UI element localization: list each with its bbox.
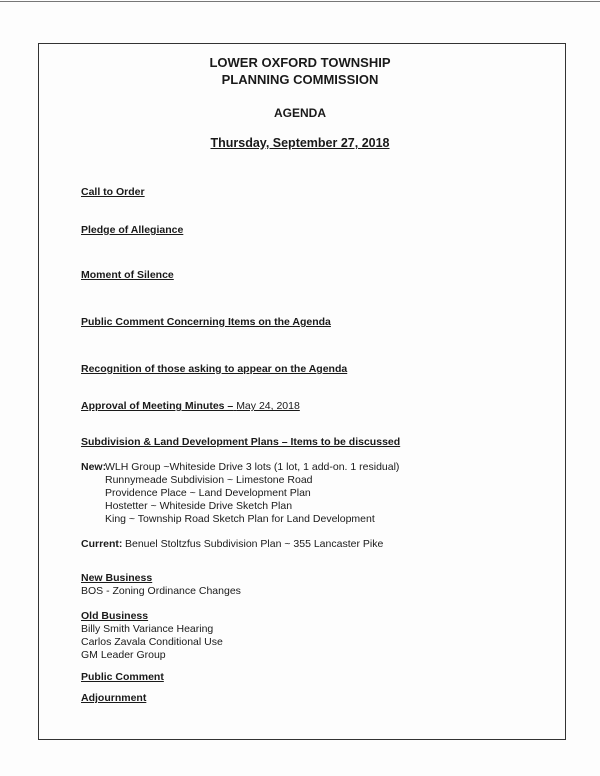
commission-title: PLANNING COMMISSION [221, 72, 379, 87]
new-plan-line: WLH Group ~Whiteside Drive 3 lots (1 lot, 1 add-on. 1 residual) [105, 461, 400, 473]
minutes-approval [81, 400, 300, 412]
old-business-item: GM Leader Group [81, 649, 166, 661]
new-plan-line: Runnymeade Subdivision ~ Limestone Road [105, 474, 313, 486]
minutes-date: May 24, 2018 [236, 400, 300, 412]
new-plan-line: Providence Place ~ Land Development Plan [105, 487, 311, 499]
agenda-title: AGENDA [273, 106, 326, 120]
old-business-heading: Old Business [81, 610, 149, 622]
new-plan-line: King ~ Township Road Sketch Plan for Land Development [105, 513, 375, 525]
township-title: LOWER OXFORD TOWNSHIP [209, 55, 391, 70]
new-plans-label: New: [81, 461, 107, 473]
moment-of-silence: Moment of Silence [81, 269, 174, 281]
new-plan-line: Hostetter ~ Whiteside Drive Sketch Plan [105, 500, 293, 512]
call-to-order: Call to Order [81, 186, 145, 198]
recognition-item: Recognition of those asking to appear on the Agenda [81, 363, 348, 375]
subdivision-heading: Subdivision & Land Development Plans – Items to be discussed [81, 436, 401, 448]
old-business-item: Carlos Zavala Conditional Use [81, 636, 223, 648]
new-business-item: BOS - Zoning Ordinance Changes [81, 585, 241, 597]
old-business-item: Billy Smith Variance Hearing [81, 623, 214, 635]
minutes-heading: Approval of Meeting Minutes – [81, 400, 234, 412]
top-rule [0, 1, 600, 2]
pledge-of-allegiance: Pledge of Allegiance [81, 224, 184, 236]
public-comment-agenda: Public Comment Concerning Items on the Agenda [81, 316, 331, 328]
current-plans-label: Current: [81, 538, 123, 550]
public-comment: Public Comment [81, 671, 164, 683]
current-plan-line: Benuel Stoltzfus Subdivision Plan ~ 355 Lancaster Pike [125, 538, 384, 550]
new-business-heading: New Business [81, 572, 153, 584]
meeting-date: Thursday, September 27, 2018 [210, 136, 390, 150]
adjournment: Adjournment [81, 692, 147, 704]
